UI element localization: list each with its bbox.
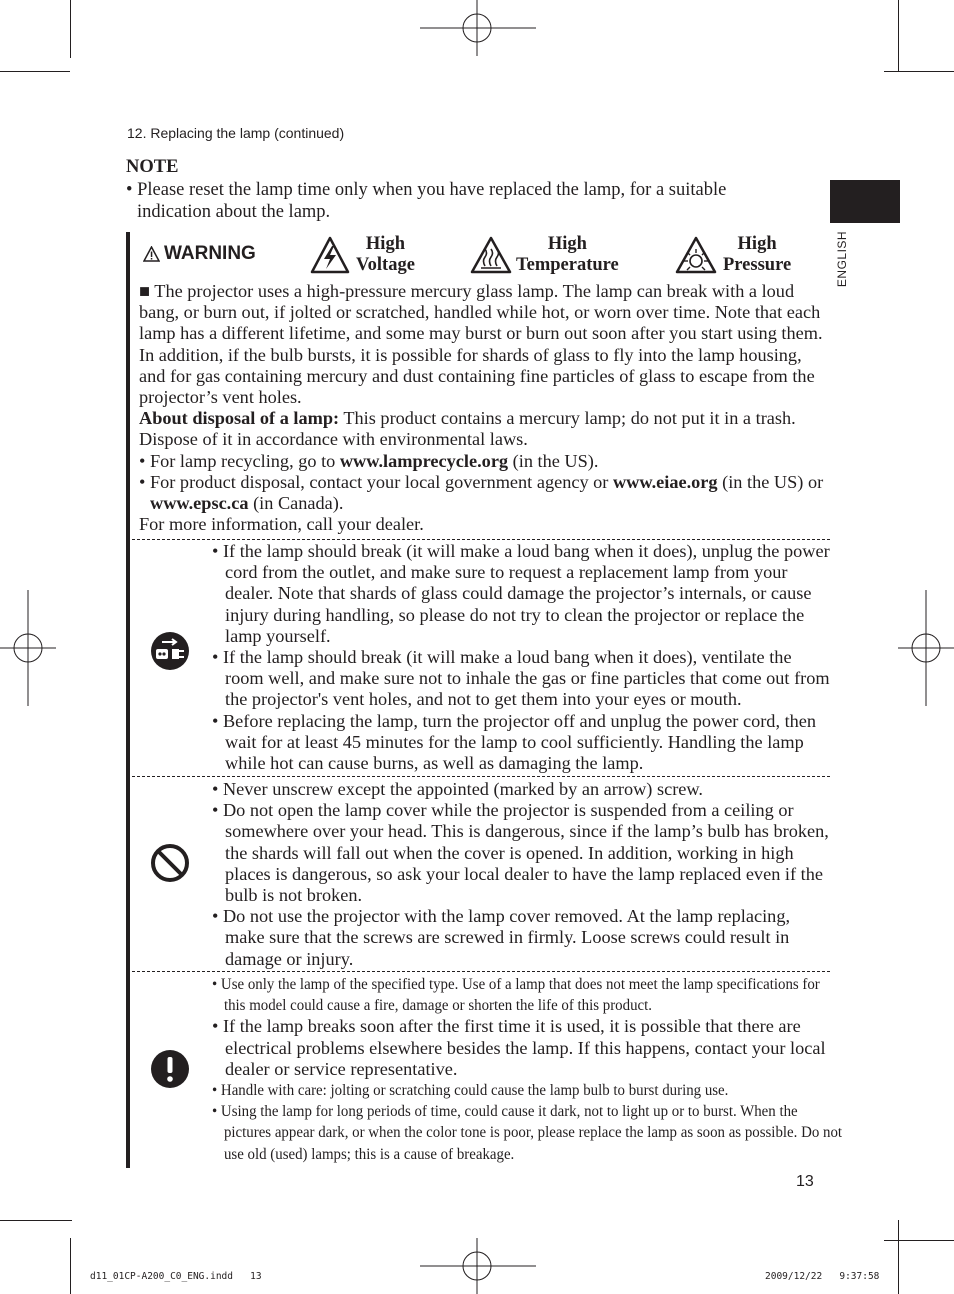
hazard-voltage-line1: High [365,234,405,254]
registration-mark-bottom [420,1238,536,1294]
unplug-icon [150,631,190,671]
hazard-high-voltage [310,234,415,276]
note-body: • Please reset the lamp time only when you have replaced the lamp, for a suitable indication about the lamp. [126,180,727,222]
prohibit-item: • Never unscrew except the appointed (marked by an arrow) screw. [212,779,703,799]
unplug-item: • If the lamp should break (it will make a loud bang when it does), ventilate the room well, and make sure not to inhale the gas or fine particles that come out from the projector's vent holes, and not to get them into your eyes or mouth. [212,647,830,710]
registration-mark-left [0,590,56,706]
prohibit-item: • Do not use the projector with the lamp cover removed. At the lamp replacing, make sure that the screws are screwed in firmly. Loose screws could result in damage or injury. [212,906,791,969]
hazard-temperature-line2: Temperature [516,255,619,275]
disposal-text: This product contains a mercury lamp; do not put it in a trash. Dispose of it in accordance with environmental laws. [139,408,796,450]
file-slug: d11_01CP-A200_C0_ENG.indd 13 [90,1271,262,1282]
hazard-high-temperature [470,234,619,276]
note-title: NOTE [126,157,179,177]
epsc-url-link: www.epsc.ca [150,493,249,514]
warning-main-paragraph: ■ The projector uses a high-pressure mercury glass lamp. The lamp can break with a loud bang, or burn out, if jolted or scratched, handled while hot, or worn over time. Note that each lamp has a different lifetime, and some may burst or burn out soon after you start using them. In addition, if the bulb bursts, it is possible for shards of glass to fly into the lamp housing, and for gas containing mercury and dust containing fine particles of glass to escape from the projector’s vent holes. [139,281,823,408]
prohibit-item: • Do not open the lamp cover while the projector is suspended from a ceiling or somewhere over your head. This is dangerous, since if the lamp’s bulb has broken, the shards will fall out when the cover is opened. In addition, working in high places is dangerous, so ask your local dealer to have the lamp replaced even if the bulb is not broken. [212,800,829,906]
disposal-suffix: (in Canada). [248,493,344,514]
high-voltage-icon [310,236,350,274]
recycle-url-link: www.lamprecycle.org [339,450,509,471]
page-number: 13 [796,1173,814,1190]
caution-item: • Using the lamp for long periods of time, could cause it dark, not to light up or to burst. When the pictures appear dark, or when the color tone is poor, please replace the lamp as soon as possible. Do not use old (used) lamps; this is a cause of breakage. [212,1102,843,1163]
hazard-pressure-line1: High [737,234,777,254]
high-temperature-icon [470,236,512,274]
language-tab [830,180,900,223]
exclamation-icon [150,1049,190,1089]
language-label [834,230,850,292]
caution-item: • Use only the lamp of the specified type. Use of a lamp that does not meet the lamp specifications for this model could cause a fire, damage or shorten the life of this product. [212,975,820,1015]
language-label-text: ENGLISH [835,230,849,288]
note-text [126,180,786,223]
disposal-prefix: • For product disposal, contact your local government agency or [139,471,613,492]
caution-item: • If the lamp breaks soon after the first time it is used, it is possible that there are electrical problems elsewhere besides the lamp. If this happens, contact your local dealer or service representative. [212,1016,826,1079]
caution-item: • Handle with care: jolting or scratching could cause the lamp bulb to burst during use. [212,1081,729,1100]
warning-label-text: WARNING [164,243,256,264]
recycle-suffix: (in the US). [508,450,599,471]
caution-instructions [212,974,843,1165]
prohibited-icon [150,843,190,883]
unplug-item: • If the lamp should break (it will make a loud bang when it does), unplug the power cord from the outlet, and make sure to request a replacement lamp from your dealer. Note that shards of glass could damage the projector’s internals, or cause injury during handling, so please do not try to clean the projector or replace the lamp yourself. [212,541,830,646]
product-disposal-line [139,472,829,514]
section-divider [132,776,830,777]
eiae-url-link: www.eiae.org [612,471,718,492]
prohibited-instructions [212,779,832,970]
section-divider [132,971,830,972]
disposal-heading: About disposal of a lamp: [139,408,340,429]
warning-triangle-icon [143,246,160,262]
hazard-voltage-line2: Voltage [356,255,415,275]
recycle-line [139,451,829,472]
section-divider [132,539,830,540]
warning-side-bar [126,232,130,1168]
more-info-line: For more information, call your dealer. [139,514,424,535]
section-header: 12. Replacing the lamp (continued) [127,125,345,141]
registration-mark-right [898,590,954,706]
hazard-temperature-line1: High [547,234,587,254]
recycle-prefix: • For lamp recycling, go to [139,450,340,471]
disposal-paragraph [139,408,829,450]
unplug-item: • Before replacing the lamp, turn the projector off and unplug the power cord, then wait for at least 45 minutes for the lamp to cool sufficiently. Handling the lamp while hot can cause burns, as well as damaging the lamp. [212,710,817,774]
unplug-instructions [212,541,832,774]
date-slug: 2009/12/22 9:37:58 [765,1271,880,1282]
high-pressure-icon [675,236,717,274]
disposal-mid: (in the US) or [717,471,824,492]
registration-mark-top [420,0,536,56]
hazard-pressure-line2: Pressure [723,255,792,275]
warning-label [143,243,256,265]
warning-body [139,281,829,535]
hazard-high-pressure [675,234,791,276]
